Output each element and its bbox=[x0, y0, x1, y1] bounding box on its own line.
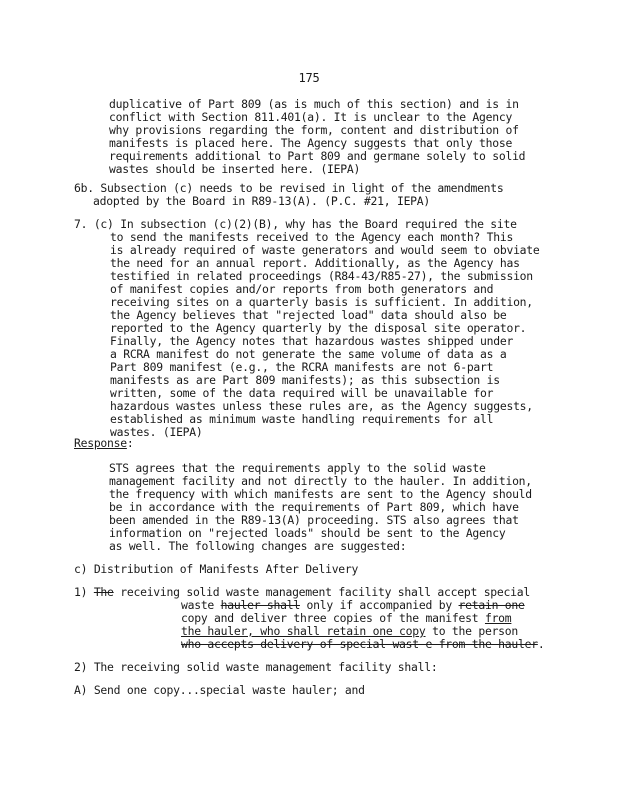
struck-text: hauler shall bbox=[220, 598, 300, 612]
comment-7-line: Finally, the Agency notes that hazardous wastes shipped under bbox=[110, 334, 514, 348]
item-a-line: A) Send one copy...special waste hauler; and bbox=[74, 683, 365, 697]
para-a-line: wastes should be inserted here. (IEPA) bbox=[109, 162, 361, 176]
para-a-line: duplicative of Part 809 (as is much of this section) and is in bbox=[109, 97, 519, 111]
para-a-line: requirements additional to Part 809 and germane solely to solid bbox=[109, 149, 526, 163]
comment-7-line: to send the manifests received to the Agency each month? This bbox=[110, 230, 514, 244]
item-1-line: copy and deliver three copies of the manifest from bbox=[181, 611, 512, 625]
response-line: as well. The following changes are suggested: bbox=[109, 539, 407, 553]
item-1-line: the hauler, who shall retain one copy to the person bbox=[181, 624, 519, 638]
comment-7-line: Part 809 manifest (e.g., the RCRA manifests are not 6-part bbox=[110, 360, 494, 374]
para-a-line: manifests is placed here. The Agency suggests that only those bbox=[109, 136, 513, 150]
response-heading bbox=[74, 437, 133, 450]
comment-7-line: manifests as are Part 809 manifests); as this subsection is bbox=[110, 373, 500, 387]
comment-7-line: the need for an annual report. Additionally, as the Agency has bbox=[110, 256, 520, 270]
item-2-line: 2) The receiving solid waste management facility shall: bbox=[74, 660, 438, 674]
response-line: be in accordance with the requirements of Part 809, which have bbox=[109, 500, 519, 514]
underlined-text: from bbox=[484, 611, 512, 625]
response-line: the frequency with which manifests are sent to the Agency should bbox=[109, 487, 532, 501]
response-line: STS agrees that the requirements apply to the solid waste bbox=[109, 461, 486, 475]
comment-7-line: the Agency believes that "rejected load" data should also be bbox=[110, 308, 507, 322]
item-1-line: who accepts delivery of special wast e from the hauler. bbox=[181, 637, 545, 651]
response-label: Response bbox=[74, 436, 127, 450]
para-a-line: conflict with Section 811.401(a). It is unclear to the Agency bbox=[109, 110, 513, 124]
comment-7-line: reported to the Agency quarterly by the disposal site operator. bbox=[110, 321, 527, 335]
struck-text: retain one bbox=[458, 598, 525, 612]
comment-7-line: 7. (c) In subsection (c)(2)(B), why has the Board required the site bbox=[74, 217, 517, 231]
section-c-heading: c) Distribution of Manifests After Delivery bbox=[74, 562, 359, 576]
comment-7-line: established as minimum waste handling requirements for all bbox=[110, 412, 494, 426]
comment-7-line: written, some of the data required will be unavailable for bbox=[110, 386, 494, 400]
response-line: been amended in the R89-13(A) proceeding. STS also agrees that bbox=[109, 513, 519, 527]
comment-7-line: of manifest copies and/or reports from both generators and bbox=[110, 282, 494, 296]
item-1-line: waste hauler shall only if accompanied by retain one bbox=[181, 598, 525, 612]
comment-6b-line: adopted by the Board in R89-13(A). (P.C. #21, IEPA) bbox=[93, 194, 430, 208]
comment-7-line: a RCRA manifest do not generate the same volume of data as a bbox=[110, 347, 507, 361]
response-line: information on "rejected loads" should be sent to the Agency bbox=[109, 526, 506, 540]
response-line: management facility and not directly to the hauler. In addition, bbox=[109, 474, 532, 488]
struck-text: The bbox=[93, 585, 114, 599]
item-1-line: 1) The receiving solid waste management facility shall accept special bbox=[74, 585, 530, 599]
para-a-line: why provisions regarding the form, content and distribution of bbox=[109, 123, 519, 137]
comment-7-line: hazardous wastes unless these rules are, as the Agency suggests, bbox=[110, 399, 533, 413]
comment-7-line: wastes. (IEPA) bbox=[110, 425, 203, 439]
comment-7-line: testified in related proceedings (R84-43/R85-27), the submission bbox=[110, 269, 533, 283]
page-number: 175 bbox=[298, 71, 320, 85]
underlined-text: the hauler, who shall retain one copy bbox=[181, 624, 426, 638]
response-colon: : bbox=[126, 436, 134, 450]
comment-7-line: is already required of waste generators and would seem to obviate bbox=[110, 243, 540, 257]
comment-7-line: receiving sites on a quarterly basis is sufficient. In addition, bbox=[110, 295, 533, 309]
comment-6b-line: 6b. Subsection (c) needs to be revised in light of the amendments bbox=[74, 181, 504, 195]
struck-text: who accepts delivery of special wast e from the hauler bbox=[181, 637, 538, 651]
